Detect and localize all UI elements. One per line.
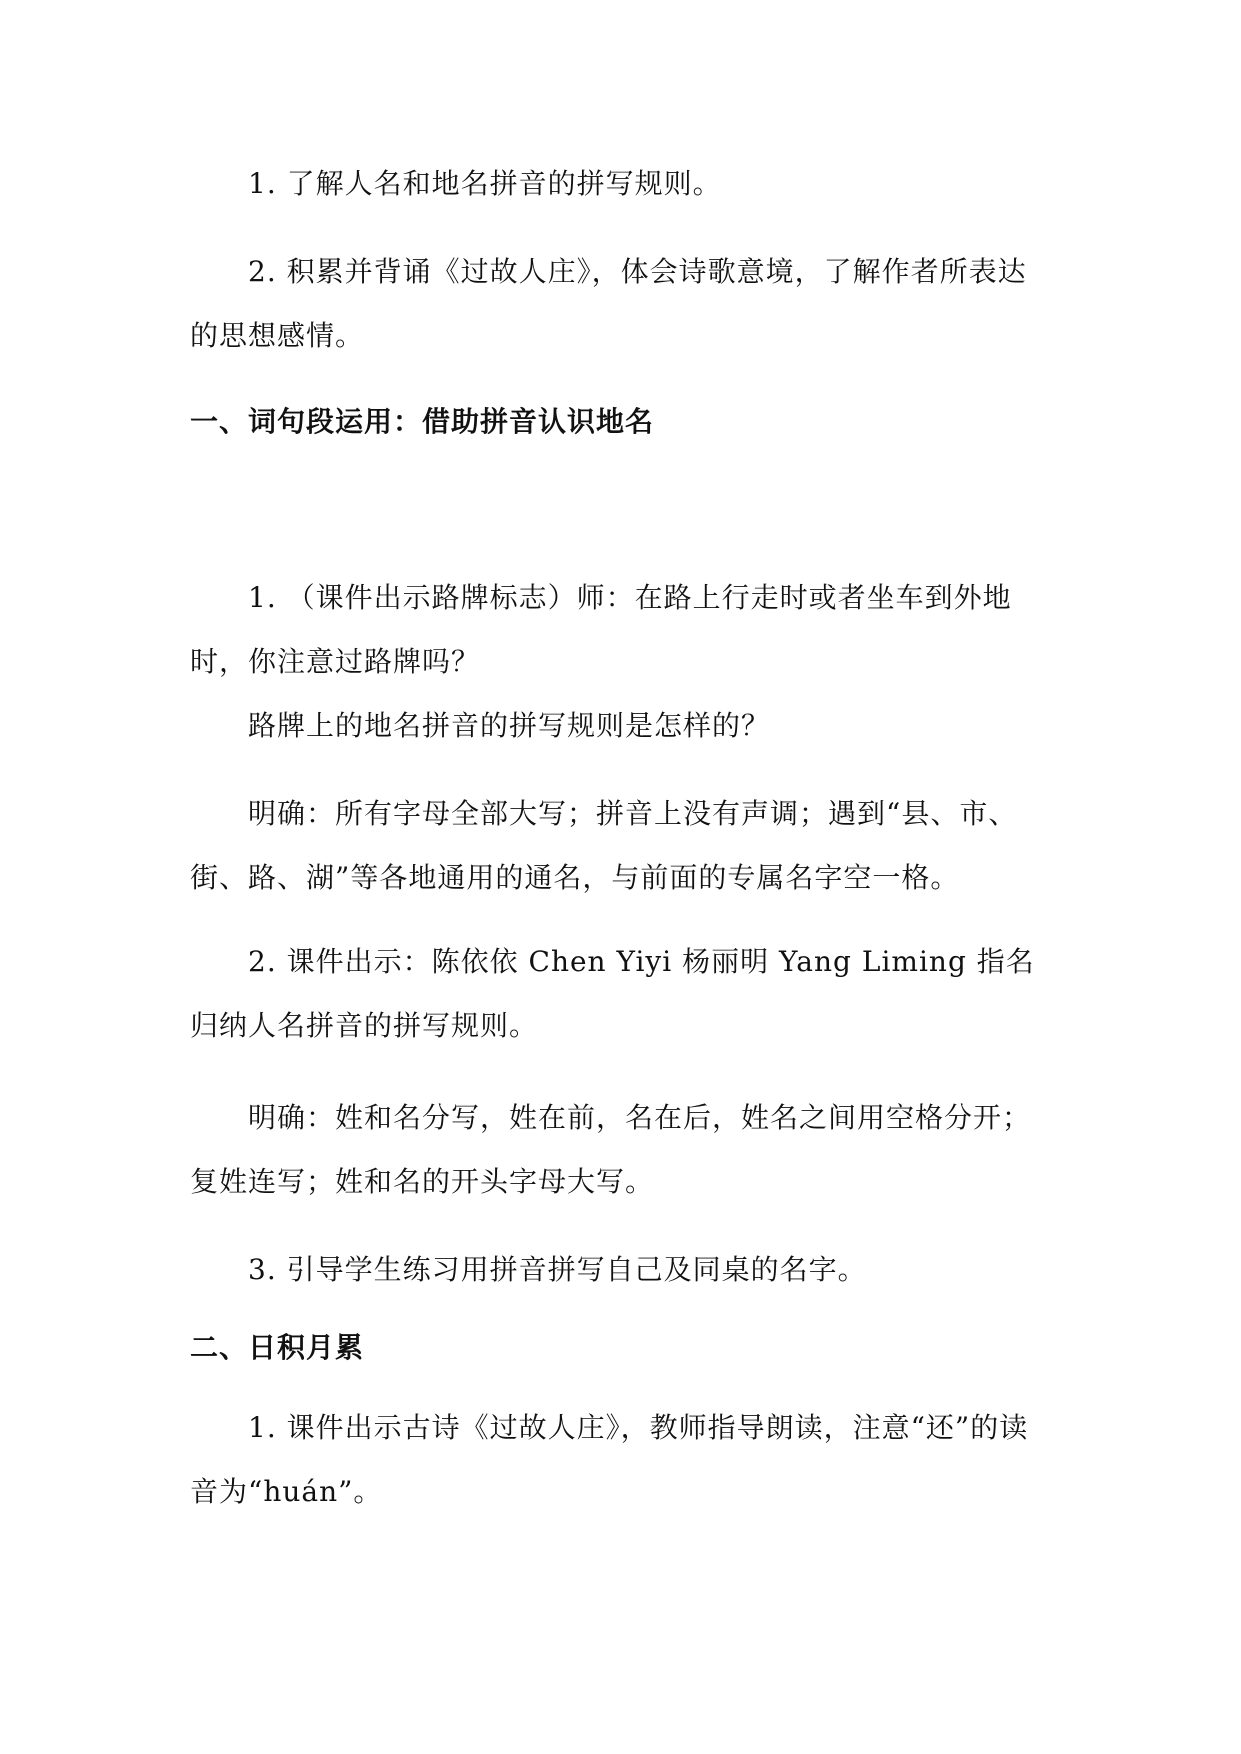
section-2-paragraph: 1. 课件出示古诗《过故人庄》，教师指导朗读，注意“还”的读音为“huán”。 xyxy=(190,1411,1029,1508)
objective-2: 2. 积累并背诵《过故人庄》，体会诗歌意境，了解作者所表达的思想感情。 xyxy=(190,255,1027,352)
section-1-heading: 一、词句段运用：借助拼音认识地名 xyxy=(190,405,655,438)
objective-1: 1. 了解人名和地名拼音的拼写规则。 xyxy=(248,167,722,200)
section-1-paragraph: 明确：姓和名分写，姓在前，名在后，姓名之间用空格分开；复姓连写；姓和名的开头字母大写。 xyxy=(190,1101,1032,1198)
section-1-paragraph: 2. 课件出示：陈依依 Chen Yiyi 杨丽明 Yang Liming 指名归纳人名拼音的拼写规则。 xyxy=(190,945,1035,1042)
section-1-paragraph: 路牌上的地名拼音的拼写规则是怎样的？ xyxy=(248,709,771,742)
section-1-paragraph: 明确：所有字母全部大写；拼音上没有声调；遇到“县、市、街、路、湖”等各地通用的通名，与前面的专属名字空一格。 xyxy=(190,797,1018,894)
section-2-heading: 二、日积月累 xyxy=(190,1331,365,1364)
section-1-paragraph: 1. （课件出示路牌标志）师：在路上行走时或者坐车到外地时，你注意过路牌吗？ xyxy=(190,581,1012,678)
section-1-paragraph: 3. 引导学生练习用拼音拼写自己及同桌的名字。 xyxy=(248,1253,867,1286)
